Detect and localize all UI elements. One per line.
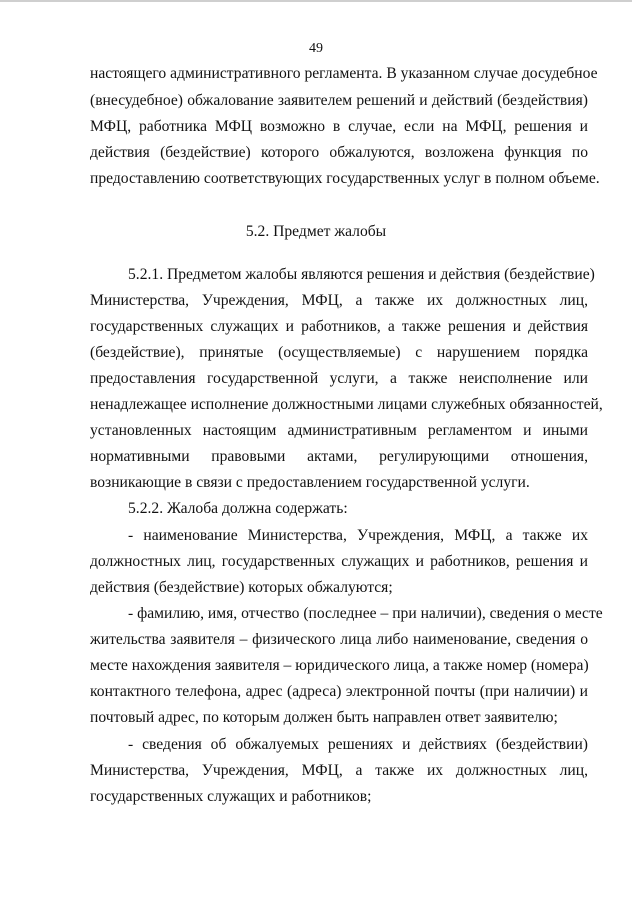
text-line: действия (бездействие) которого обжалуются, возложена функция по <box>90 144 588 161</box>
list-item-line: почтовый адрес, по которым должен быть направлен ответ заявителю; <box>90 709 558 726</box>
text-line: Министерства, Учреждения, МФЦ, а также их должностных лиц, <box>90 292 588 309</box>
text-line: предоставлению соответствующих государственных услуг в полном объеме. <box>90 170 600 187</box>
text-line: МФЦ, работника МФЦ возможно в случае, если на МФЦ, решения и <box>90 118 588 135</box>
text-line: возникающие в связи с предоставлением государственной услуги. <box>90 474 530 491</box>
text-line: настоящего административного регламента. В указанном случае досудебное <box>90 65 598 82</box>
text-line: предоставления государственной услуги, а также неисполнение или <box>90 370 588 387</box>
list-item-line: действия (бездействие) которых обжалуются; <box>90 579 393 596</box>
list-item-line: государственных служащих и работников; <box>90 788 372 805</box>
list-item-line: - фамилию, имя, отчество (последнее – при наличии), сведения о месте <box>128 605 603 622</box>
list-item-line: Министерства, Учреждения, МФЦ, а также их должностных лиц, <box>90 762 588 779</box>
text-line: 5.2.2. Жалоба должна содержать: <box>128 500 348 517</box>
text-line: 5.2.1. Предметом жалобы являются решения и действия (бездействие) <box>128 266 595 283</box>
list-item-line: месте нахождения заявителя – юридического лица, а также номер (номера) <box>90 657 589 674</box>
text-line: ненадлежащее исполнение должностными лицами служебных обязанностей, <box>90 396 603 413</box>
section-heading: 5.2. Предмет жалобы <box>245 223 387 240</box>
text-line: (внесудебное) обжалование заявителем решений и действий (бездействия) <box>90 92 588 109</box>
page-number: 49 <box>309 41 323 56</box>
scan-top-border <box>0 0 632 2</box>
text-line: установленных настоящим административным регламентом и иными <box>90 422 588 439</box>
text-line: государственных служащих и работников, а также решения и действия <box>90 318 588 335</box>
list-item-line: должностных лиц, государственных служащих и работников, решения и <box>90 553 588 570</box>
list-item-line: - наименование Министерства, Учреждения, МФЦ, а также их <box>128 527 588 544</box>
text-line: (бездействие), принятые (осуществляемые) с нарушением порядка <box>90 344 588 361</box>
list-item-line: - сведения об обжалуемых решениях и действиях (бездействии) <box>128 736 588 753</box>
list-item-line: контактного телефона, адрес (адреса) электронной почты (при наличии) и <box>90 683 588 700</box>
text-line: нормативными правовыми актами, регулирующими отношения, <box>90 448 588 465</box>
list-item-line: жительства заявителя – физического лица либо наименование, сведения о <box>90 631 588 648</box>
